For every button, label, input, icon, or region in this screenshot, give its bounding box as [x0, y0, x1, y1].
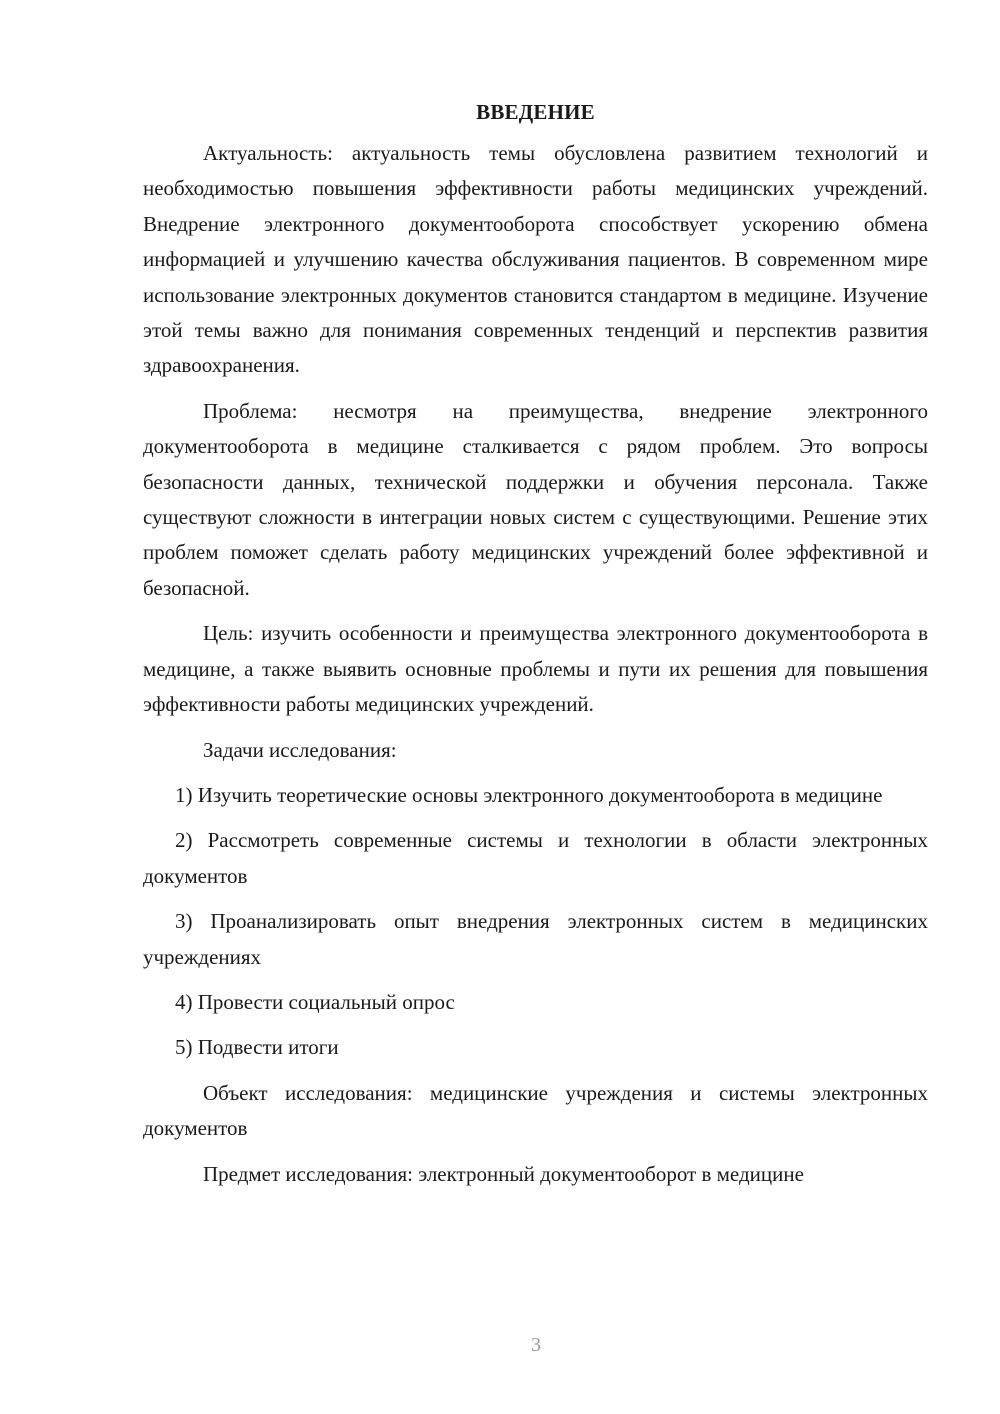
tasks-list: [143, 778, 928, 1066]
paragraph-relevance: Актуальность: актуальность темы обусловлена развитием технологий и необходимостью повышения эффективности работы медицинских учреждений. Внедрение электронного документооборота способствует ускорению обмена информацией и улучшению качества обслуживания пациентов. В современном мире использование электронных документов становится стандартом в медицине. Изучение этой темы важно для понимания современных тенденций и перспектив развития здравоохранения.: [143, 141, 928, 378]
task-item-2: 2) Рассмотреть современные системы и технологии в области электронных документов: [143, 828, 928, 888]
section-title: ВВЕДЕНИЕ: [476, 100, 595, 124]
page-number: 3: [531, 1334, 541, 1356]
paragraph-object: Объект исследования: медицинские учреждения и системы электронных документов: [143, 1080, 928, 1141]
paragraph-problem: Проблема: несмотря на преимущества, внедрение электронного документооборота в медицине сталкивается с рядом проблем. Это вопросы безопасности данных, технической поддержки и обучения персонала. Также существуют сложности в интеграции новых систем с существующими. Решение этих проблем поможет сделать работу медицинских учреждений более эффективной и безопасной.: [143, 398, 928, 600]
paragraph-goal: Цель: изучить особенности и преимущества электронного документооборота в медицине, а также выявить основные проблемы и пути их решения для повышения эффективности работы медицинских учреждений.: [143, 621, 928, 717]
task-item-5: 5) Подвести итоги: [175, 1035, 339, 1060]
task-item-3: 3) Проанализировать опыт внедрения электронных систем в медицинских учреждениях: [143, 909, 928, 969]
paragraph-subject: Предмет исследования: электронный документооборот в медицине: [203, 1161, 804, 1186]
tasks-heading: Задачи исследования:: [203, 737, 397, 762]
task-item-4: 4) Провести социальный опрос: [175, 989, 455, 1014]
task-item-1: 1) Изучить теоретические основы электронного документооборота в медицине: [175, 782, 883, 807]
page-content: [143, 96, 928, 1202]
